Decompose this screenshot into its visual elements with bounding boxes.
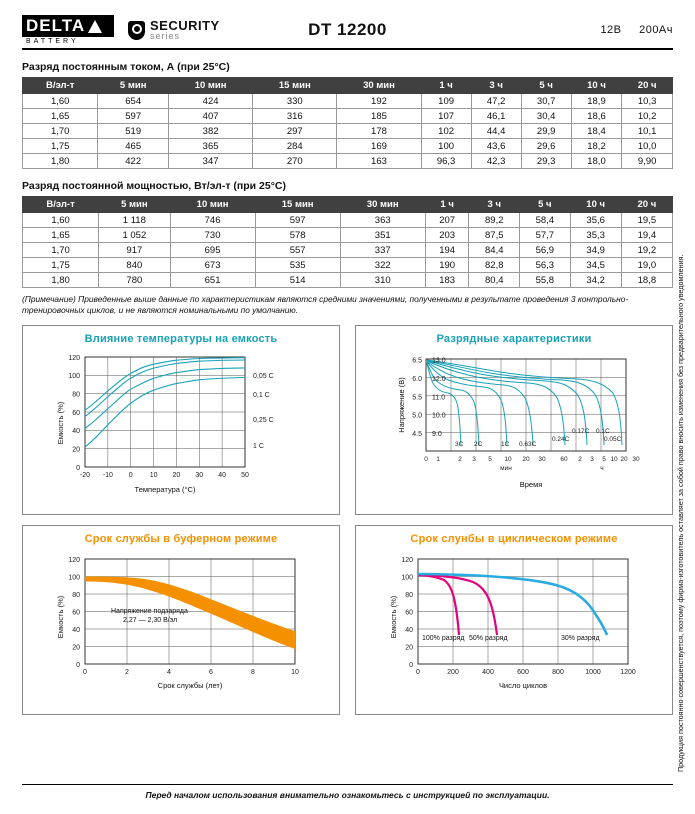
column-header-1: 5 мин <box>98 78 169 94</box>
chart-cyclic-service-life <box>355 525 673 715</box>
svg-text:10: 10 <box>149 471 158 479</box>
cell-value: 322 <box>340 258 425 273</box>
row-label: 1,65 <box>23 109 98 124</box>
svg-text:0: 0 <box>83 668 87 676</box>
cell-value: 18,2 <box>571 139 622 154</box>
x-axis-label: Число циклов <box>498 680 548 690</box>
row-label: 1,70 <box>23 243 99 258</box>
table-row <box>23 243 673 258</box>
column-header-0: В/эл-т <box>23 197 99 213</box>
cell-value: 190 <box>425 258 469 273</box>
series-label-50: 50% разряд <box>469 634 508 642</box>
cell-value: 424 <box>169 94 253 109</box>
cell-value: 183 <box>425 273 469 288</box>
cell-value: 10,3 <box>622 94 673 109</box>
chart-plot <box>23 545 341 710</box>
svg-text:ч: ч <box>600 464 604 472</box>
svg-text:0: 0 <box>76 661 80 669</box>
svg-text:100: 100 <box>401 574 413 582</box>
svg-text:1000: 1000 <box>585 668 601 676</box>
chart-temperature-capacity <box>22 325 340 515</box>
svg-text:10: 10 <box>504 455 512 463</box>
chart-annotation-line2: 2,27 — 2,30 В/эл <box>123 616 178 624</box>
cell-value: 9,90 <box>622 154 673 169</box>
series-label-4: 1 С <box>253 442 264 450</box>
row-label: 1,60 <box>23 213 99 228</box>
svg-text:-10: -10 <box>102 471 113 479</box>
column-header-8: 10 ч <box>571 78 622 94</box>
cell-value: 34,5 <box>570 258 621 273</box>
cell-value: 535 <box>255 258 340 273</box>
cell-value: 917 <box>99 243 170 258</box>
table-row <box>23 213 673 228</box>
table-row <box>23 94 673 109</box>
svg-text:200: 200 <box>447 668 459 676</box>
cell-value: 382 <box>169 124 253 139</box>
series-label-3: 0,25 С <box>253 416 274 424</box>
table-header-row <box>23 78 673 94</box>
svg-text:13.0: 13.0 <box>432 357 446 365</box>
column-header-7: 5 ч <box>521 78 571 94</box>
svg-text:50: 50 <box>241 471 249 479</box>
svg-text:0.05C: 0.05C <box>604 435 622 443</box>
chart-title: Срок слунбы в циклическом режиме <box>410 532 618 545</box>
cell-value: 30,7 <box>521 94 571 109</box>
y-axis-label: Емкость (%) <box>389 595 398 638</box>
cell-value: 29,3 <box>521 154 571 169</box>
cell-value: 35,6 <box>570 213 621 228</box>
column-header-8: 10 ч <box>570 197 621 213</box>
page-title: DT 12200 <box>308 20 387 39</box>
svg-text:6.0: 6.0 <box>412 375 422 383</box>
cell-value: 316 <box>253 109 337 124</box>
cell-value: 42,3 <box>471 154 521 169</box>
legal-side-note: Продукция постоянно совершенствуется, поэтому фирма-изготовитель оставляет за собой право вносить изменения без предварительного уведомления. <box>676 254 685 772</box>
svg-text:10: 10 <box>610 455 618 463</box>
cell-value: 80,4 <box>469 273 520 288</box>
svg-text:400: 400 <box>482 668 494 676</box>
svg-text:20: 20 <box>172 471 181 479</box>
cell-value: 19,2 <box>621 243 672 258</box>
svg-text:60: 60 <box>560 455 568 463</box>
cell-value: 297 <box>253 124 337 139</box>
column-header-0: В/эл-т <box>23 78 98 94</box>
row-label: 1,65 <box>23 228 99 243</box>
chart-discharge-characteristics <box>355 325 673 515</box>
table-row <box>23 109 673 124</box>
cell-value: 673 <box>170 258 255 273</box>
cell-value: 363 <box>340 213 425 228</box>
cell-value: 35,3 <box>570 228 621 243</box>
delta-sub-wordmark: BATTERY <box>26 38 79 45</box>
svg-text:120: 120 <box>68 354 80 362</box>
delta-wordmark <box>22 15 114 37</box>
svg-text:2: 2 <box>578 455 582 463</box>
svg-text:20: 20 <box>72 644 80 652</box>
row-label: 1,80 <box>23 154 98 169</box>
cell-value: 96,3 <box>421 154 471 169</box>
svg-text:2: 2 <box>125 668 129 676</box>
svg-text:6.5: 6.5 <box>412 357 422 365</box>
svg-text:9.0: 9.0 <box>432 430 442 438</box>
svg-text:40: 40 <box>218 471 226 479</box>
svg-text:1: 1 <box>436 455 440 463</box>
cell-value: 19,0 <box>621 258 672 273</box>
svg-text:5.5: 5.5 <box>412 393 422 401</box>
datasheet-page <box>0 12 695 814</box>
series-label: series <box>150 31 181 41</box>
svg-text:2: 2 <box>458 455 462 463</box>
svg-text:1200: 1200 <box>620 668 636 676</box>
cell-value: 169 <box>337 139 421 154</box>
cell-value: 163 <box>337 154 421 169</box>
svg-text:0: 0 <box>76 464 80 472</box>
column-header-4: 30 мин <box>340 197 425 213</box>
svg-text:5.0: 5.0 <box>412 412 422 420</box>
table-row <box>23 124 673 139</box>
row-label: 1,75 <box>23 258 99 273</box>
svg-text:10: 10 <box>291 668 299 676</box>
cell-value: 207 <box>425 213 469 228</box>
spec-capacity: 200Ач <box>639 24 673 36</box>
cell-value: 18,4 <box>571 124 622 139</box>
column-header-3: 15 мин <box>253 78 337 94</box>
svg-text:1C: 1C <box>501 440 510 448</box>
svg-text:мин: мин <box>500 464 512 472</box>
svg-text:30: 30 <box>195 471 204 479</box>
cell-value: 337 <box>340 243 425 258</box>
table-row <box>23 273 673 288</box>
column-header-9: 20 ч <box>622 78 673 94</box>
svg-text:80: 80 <box>405 591 413 599</box>
table-header-row <box>23 197 673 213</box>
cell-value: 514 <box>255 273 340 288</box>
column-header-2: 10 мин <box>169 78 253 94</box>
cell-value: 422 <box>98 154 169 169</box>
svg-text:10.0: 10.0 <box>432 412 446 420</box>
cell-value: 107 <box>421 109 471 124</box>
cell-value: 10,0 <box>622 139 673 154</box>
x-axis-label: Время <box>519 479 543 489</box>
column-header-6: 3 ч <box>469 197 520 213</box>
chart-title: Срок службы в буферном режиме <box>84 532 278 545</box>
cell-value: 19,4 <box>621 228 672 243</box>
svg-text:20: 20 <box>405 644 413 652</box>
svg-text:60: 60 <box>72 409 80 417</box>
svg-text:60: 60 <box>405 609 413 617</box>
security-series-logo <box>128 19 220 41</box>
cell-value: 1 052 <box>99 228 170 243</box>
svg-text:4.5: 4.5 <box>412 430 422 438</box>
delta-triangle-icon <box>88 20 102 33</box>
table-row <box>23 154 673 169</box>
cell-value: 270 <box>253 154 337 169</box>
cell-value: 87,5 <box>469 228 520 243</box>
series-label-100: 100% разряд <box>422 634 465 642</box>
cell-value: 185 <box>337 109 421 124</box>
cell-value: 46,1 <box>471 109 521 124</box>
chart-plot <box>23 345 341 510</box>
svg-text:11.0: 11.0 <box>432 393 446 401</box>
constant-current-table <box>22 77 673 169</box>
cell-value: 194 <box>425 243 469 258</box>
cell-value: 34,2 <box>570 273 621 288</box>
cell-value: 18,6 <box>571 109 622 124</box>
cell-value: 18,8 <box>621 273 672 288</box>
table-note: (Примечание) Приведенные выше данные по характеристикам являются средними значениями, полученными в результате проведения 3 контрольно-тренировочных циклов, и не являются номинальными по умолчанию. <box>22 294 629 316</box>
chart-title: Влияние температуры на емкость <box>84 332 278 345</box>
svg-text:2C: 2C <box>474 440 483 448</box>
cell-value: 18,9 <box>571 94 622 109</box>
cell-value: 44,4 <box>471 124 521 139</box>
cell-value: 597 <box>255 213 340 228</box>
svg-text:20: 20 <box>72 446 80 454</box>
column-header-4: 30 мин <box>337 78 421 94</box>
cell-value: 102 <box>421 124 471 139</box>
delta-logo <box>22 13 114 47</box>
x-axis-label: Температура (°C) <box>134 484 196 494</box>
svg-text:20: 20 <box>522 455 530 463</box>
y-axis-label: Емкость (%) <box>56 595 65 638</box>
cell-value: 100 <box>421 139 471 154</box>
cell-value: 58,4 <box>520 213 571 228</box>
svg-text:20: 20 <box>620 455 628 463</box>
column-header-2: 10 мин <box>170 197 255 213</box>
table-row <box>23 228 673 243</box>
cell-value: 43,6 <box>471 139 521 154</box>
cell-value: 746 <box>170 213 255 228</box>
svg-text:0.1C: 0.1C <box>596 427 610 435</box>
spec-voltage: 12В <box>600 24 622 36</box>
cell-value: 84,4 <box>469 243 520 258</box>
chart-float-service-life <box>22 525 340 715</box>
svg-text:3C: 3C <box>455 440 464 448</box>
cell-value: 597 <box>98 109 169 124</box>
chart-title: Разрядные характеристики <box>436 332 592 345</box>
svg-text:0.63C: 0.63C <box>519 440 537 448</box>
series-label-1: 0,05 С <box>253 372 274 380</box>
cell-value: 840 <box>99 258 170 273</box>
cell-value: 557 <box>255 243 340 258</box>
svg-text:100: 100 <box>68 372 80 380</box>
svg-text:80: 80 <box>72 391 80 399</box>
cell-value: 351 <box>340 228 425 243</box>
table-row <box>23 258 673 273</box>
cell-value: 34,9 <box>570 243 621 258</box>
column-header-3: 15 мин <box>255 197 340 213</box>
svg-text:0: 0 <box>416 668 420 676</box>
section-title-power: Разряд постоянной мощностью, Вт/эл-т (при 25°С) <box>22 180 286 192</box>
row-label: 1,75 <box>23 139 98 154</box>
svg-text:0: 0 <box>128 471 133 479</box>
header-specs <box>586 24 673 36</box>
cell-value: 10,1 <box>622 124 673 139</box>
cell-value: 89,2 <box>469 213 520 228</box>
svg-text:120: 120 <box>68 556 80 564</box>
series-label-30: 30% разряд <box>561 634 600 642</box>
svg-text:800: 800 <box>552 668 564 676</box>
svg-text:3: 3 <box>472 455 476 463</box>
svg-text:80: 80 <box>72 591 80 599</box>
section-title-current: Разряд постоянным током, А (при 25°С) <box>22 61 230 73</box>
series-label-2: 0,1 С <box>253 391 270 399</box>
cell-value: 10,2 <box>622 109 673 124</box>
svg-text:8: 8 <box>251 668 255 676</box>
svg-text:40: 40 <box>405 626 413 634</box>
chart-plot <box>356 345 674 510</box>
svg-text:-20: -20 <box>79 471 91 479</box>
x-axis-label: Срок службы (лет) <box>157 680 223 690</box>
cell-value: 695 <box>170 243 255 258</box>
cell-value: 192 <box>337 94 421 109</box>
svg-text:6: 6 <box>209 668 213 676</box>
cell-value: 1 118 <box>99 213 170 228</box>
svg-text:12.0: 12.0 <box>432 375 446 383</box>
column-header-5: 1 ч <box>425 197 469 213</box>
cell-value: 203 <box>425 228 469 243</box>
svg-text:40: 40 <box>72 626 80 634</box>
svg-text:0.24C: 0.24C <box>552 435 570 443</box>
svg-text:5: 5 <box>602 455 606 463</box>
y-axis-label: Емкость (%) <box>56 401 65 444</box>
svg-text:120: 120 <box>401 556 413 564</box>
svg-text:0: 0 <box>409 661 413 669</box>
svg-text:40: 40 <box>72 427 80 435</box>
y-axis-label: Напряжение (В) <box>397 376 406 433</box>
row-label: 1,70 <box>23 124 98 139</box>
cell-value: 19,5 <box>621 213 672 228</box>
cell-value: 730 <box>170 228 255 243</box>
column-header-9: 20 ч <box>621 197 672 213</box>
column-header-6: 3 ч <box>471 78 521 94</box>
cell-value: 57,7 <box>520 228 571 243</box>
charts-grid <box>22 325 673 715</box>
svg-text:0.17C: 0.17C <box>572 427 590 435</box>
cell-value: 780 <box>99 273 170 288</box>
constant-power-table <box>22 196 673 288</box>
svg-text:30: 30 <box>632 455 640 463</box>
svg-text:3: 3 <box>590 455 594 463</box>
cell-value: 651 <box>170 273 255 288</box>
svg-text:30: 30 <box>538 455 546 463</box>
cell-value: 519 <box>98 124 169 139</box>
shield-icon <box>128 21 145 40</box>
cell-value: 465 <box>98 139 169 154</box>
column-header-7: 5 ч <box>520 197 571 213</box>
cell-value: 56,3 <box>520 258 571 273</box>
cell-value: 109 <box>421 94 471 109</box>
page-header <box>22 12 673 50</box>
cell-value: 55,8 <box>520 273 571 288</box>
column-header-1: 5 мин <box>99 197 170 213</box>
svg-text:0: 0 <box>424 455 428 463</box>
svg-text:600: 600 <box>517 668 529 676</box>
cell-value: 178 <box>337 124 421 139</box>
cell-value: 47,2 <box>471 94 521 109</box>
cell-value: 310 <box>340 273 425 288</box>
svg-text:60: 60 <box>72 609 80 617</box>
cell-value: 284 <box>253 139 337 154</box>
cell-value: 56,9 <box>520 243 571 258</box>
svg-text:100: 100 <box>68 574 80 582</box>
delta-wordmark-text: DELTA <box>26 16 86 35</box>
cell-value: 578 <box>255 228 340 243</box>
cell-value: 29,6 <box>521 139 571 154</box>
svg-text:5: 5 <box>488 455 492 463</box>
chart-plot <box>356 545 674 710</box>
table-row <box>23 139 673 154</box>
cell-value: 407 <box>169 109 253 124</box>
cell-value: 347 <box>169 154 253 169</box>
cell-value: 30,4 <box>521 109 571 124</box>
row-label: 1,80 <box>23 273 99 288</box>
cell-value: 654 <box>98 94 169 109</box>
svg-text:4: 4 <box>167 668 171 676</box>
chart-annotation-line1: Напряжение подзаряда <box>111 607 188 615</box>
cell-value: 29,9 <box>521 124 571 139</box>
row-label: 1,60 <box>23 94 98 109</box>
cell-value: 18,0 <box>571 154 622 169</box>
cell-value: 82,8 <box>469 258 520 273</box>
page-footer: Перед началом использования внимательно ознакомьтесь с инструкцией по эксплуатации. <box>22 784 673 800</box>
column-header-5: 1 ч <box>421 78 471 94</box>
security-label: SECURITY <box>150 18 220 33</box>
cell-value: 330 <box>253 94 337 109</box>
cell-value: 365 <box>169 139 253 154</box>
